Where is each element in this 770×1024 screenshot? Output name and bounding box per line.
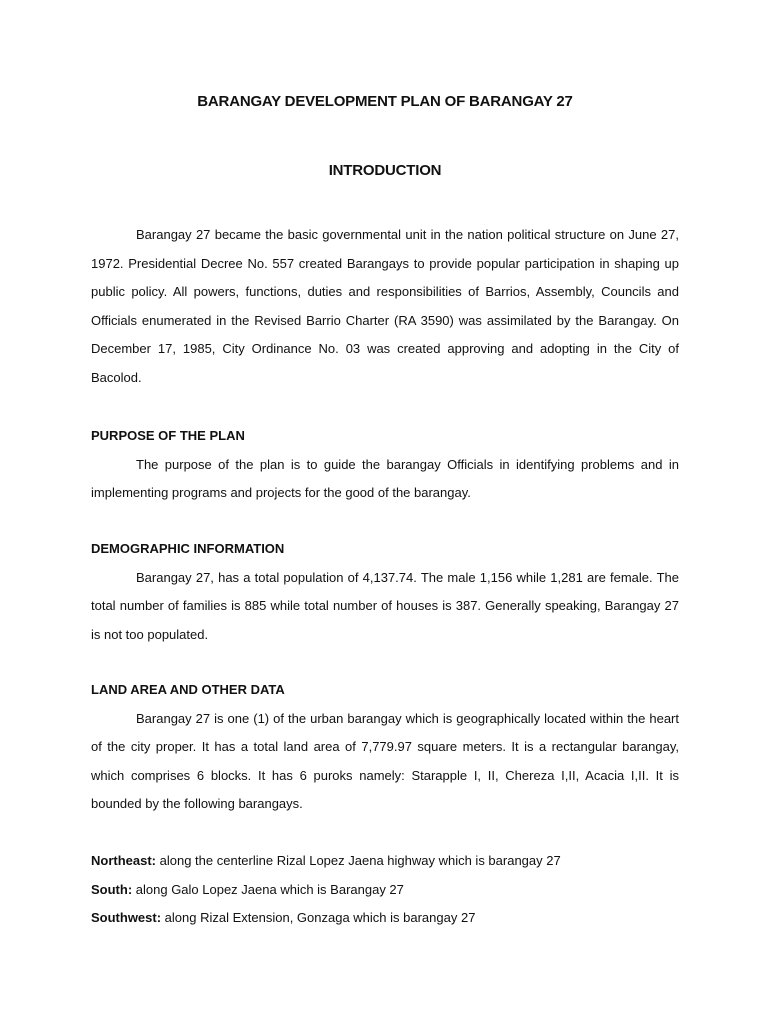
demographic-section — [91, 535, 679, 649]
introduction-heading: INTRODUCTION — [328, 162, 442, 179]
purpose-paragraph: The purpose of the plan is to guide the barangay Officials in identifying problems and in implementing programs and projects for the good of the barangay. — [91, 456, 679, 501]
boundaries-list — [91, 847, 679, 933]
boundary-southwest — [91, 904, 679, 933]
purpose-heading: PURPOSE OF THE PLAN — [91, 428, 245, 443]
document-title: BARANGAY DEVELOPMENT PLAN OF BARANGAY 27 — [197, 93, 573, 110]
demographic-paragraph: Barangay 27, has a total population of 4,137.74. The male 1,156 while 1,281 are female. The total number of families is 885 while total number of houses is 387. Generally speaking, Barangay 27 is not too populated. — [91, 569, 679, 642]
introduction-section — [91, 221, 679, 393]
boundary-label: Southwest: — [91, 910, 162, 926]
boundary-label: South: — [91, 881, 133, 897]
demographic-heading: DEMOGRAPHIC INFORMATION — [91, 541, 285, 556]
boundary-text: along the centerline Rizal Lopez Jaena highway which is barangay 27 — [156, 853, 561, 868]
introduction-paragraph: Barangay 27 became the basic governmental unit in the nation political structure on June 27, 1972. Presidential Decree No. 557 created Barangays to provide popular participation in shaping up public policy. All powers, functions, duties and responsibilities of Barrios, Assembly, Councils and Officials enumerated in the Revised Barrio Charter (RA 3590) was assimilated by the Barangay. On December 17, 1985, City Ordinance No. 03 was created approving and adopting in the City of Bacolod. — [91, 227, 679, 385]
boundary-text: along Galo Lopez Jaena which is Barangay 27 — [132, 881, 404, 897]
land-area-paragraph: Barangay 27 is one (1) of the urban barangay which is geographically located within the heart of the city proper. It has a total land area of 7,779.97 square meters. It is a rectangular barangay, which comprises 6 blocks. It has 6 puroks namely: Starapple I, II, Chereza I,II, Acacia I,II. It is bounded by the following barangays. — [91, 710, 679, 812]
boundary-text: along Rizal Extension, Gonzaga which is barangay 27 — [161, 910, 476, 926]
land-area-section — [91, 676, 679, 819]
boundary-south — [91, 876, 679, 905]
land-area-heading: LAND AREA AND OTHER DATA — [91, 682, 285, 697]
boundary-label: Northeast: — [91, 853, 157, 868]
boundary-northeast — [91, 847, 679, 876]
purpose-section — [91, 422, 679, 508]
